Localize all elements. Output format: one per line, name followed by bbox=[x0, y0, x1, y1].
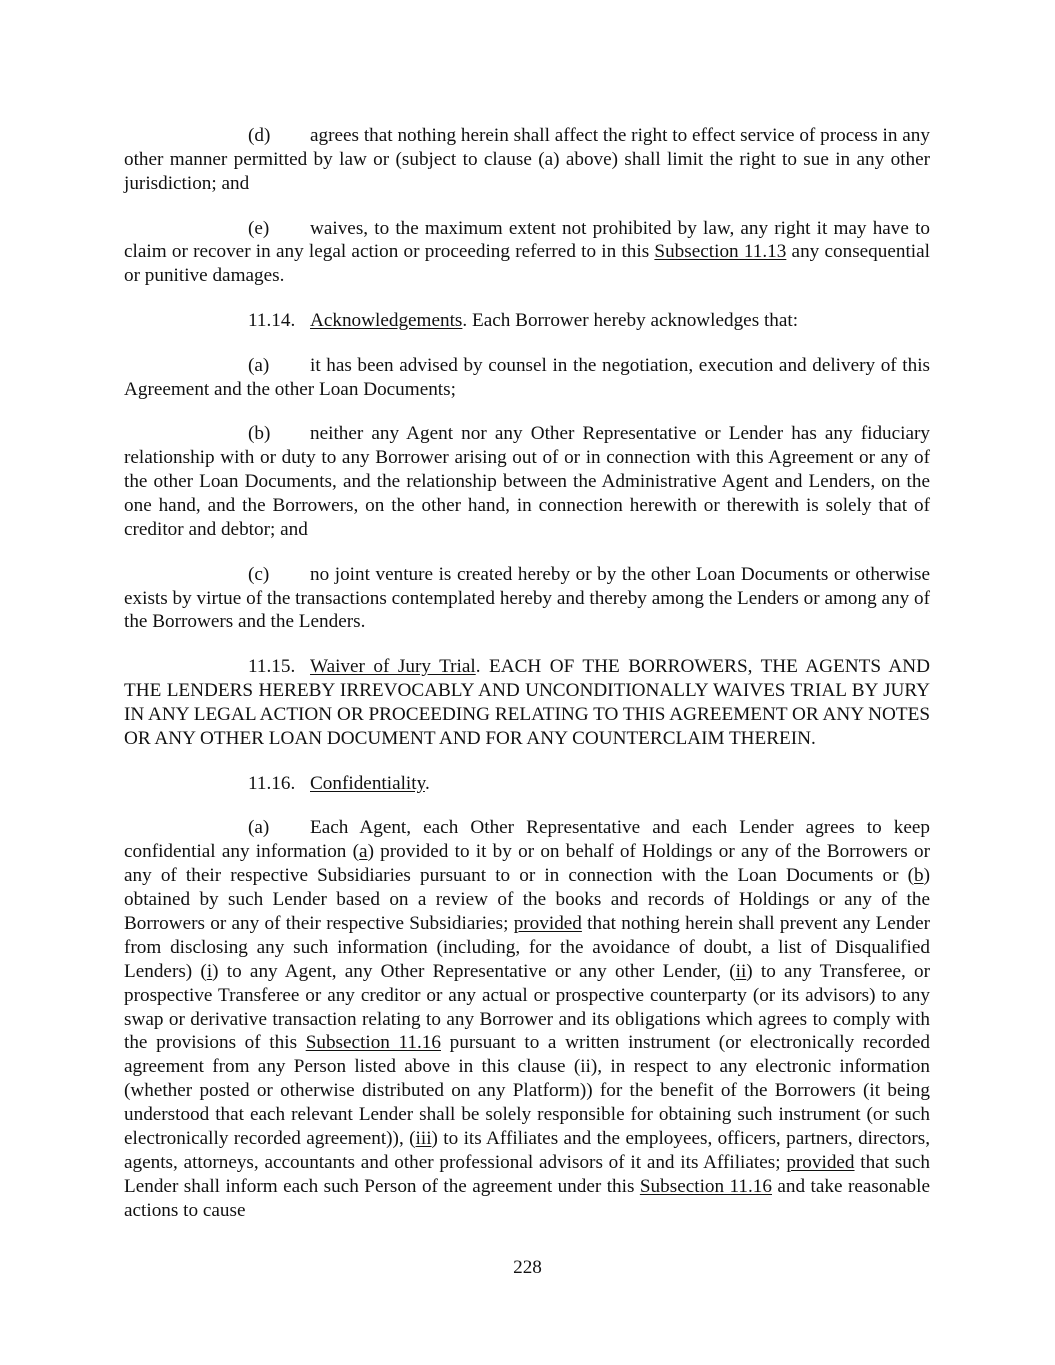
section-11-14-heading bbox=[124, 309, 930, 333]
clause-e-text-1: waives, to the maximum extent not prohibited by law, any right it may have to claim or recover in any legal action or proceeding referred to in this bbox=[124, 217, 930, 263]
provided-term-1: provided bbox=[513, 912, 582, 934]
section-11-16-clause-a-label: (a) bbox=[248, 817, 270, 839]
section-11-14-clause-a-label: (a) bbox=[248, 354, 270, 376]
confidentiality-text-6: ) to any Transferee, or prospective Transferee or any creditor or any actual or prospective counterparty (or its advisors) to any swap or derivative transaction relating to any Borrower and its obligations which agrees to comply with the provisions of this bbox=[124, 960, 930, 1054]
section-11-14-clause-b-text: neither any Agent nor any Other Representative or Lender has any fiduciary relationship with or duty to any Borrower arising out of or in connection with this Agreement or any of the other Loan Documents, and the relationship between the Administrative Agent and Lenders, on the one hand, and the Borrowers, on the other hand, in connection herewith or therewith is solely that of creditor and debtor; and bbox=[124, 423, 930, 540]
clause-e bbox=[124, 217, 930, 289]
clause-e-label: (e) bbox=[248, 217, 270, 239]
item-ii-marker: ii bbox=[735, 960, 747, 982]
section-11-15 bbox=[124, 655, 930, 751]
section-11-14-text: . Each Borrower hereby acknowledges that: bbox=[462, 310, 799, 332]
clause-e-text-2: any consequential or punitive damages. bbox=[124, 241, 930, 287]
section-11-16-heading bbox=[124, 772, 930, 796]
section-11-16-number: 11.16. bbox=[248, 772, 296, 794]
section-11-16-title: Confidentiality bbox=[310, 772, 425, 794]
section-11-14-clause-c-text: no joint venture is created hereby or by the other Loan Documents or otherwise exists by virtue of the transactions contemplated hereby and thereby among the Lenders or among any of the Borrowers and the Lenders. bbox=[124, 563, 930, 633]
section-11-14-clause-a bbox=[124, 354, 930, 402]
section-11-15-number: 11.15. bbox=[248, 656, 296, 678]
provided-term-2: provided bbox=[786, 1152, 855, 1173]
confidentiality-text-10: and take reasonable actions to cause bbox=[124, 1175, 930, 1221]
document-page bbox=[124, 124, 930, 1244]
confidentiality-text-5: ) to any Agent, any Other Representative or any other Lender, ( bbox=[212, 960, 736, 982]
item-iii-marker: iii bbox=[415, 1128, 432, 1150]
confidentiality-text-8: ) to its Affiliates and the employees, officers, partners, directors, agents, attorneys, accountants and other professional advisors of it and its Affiliates; bbox=[124, 1128, 930, 1173]
section-11-16-clause-a bbox=[124, 816, 930, 1222]
clause-d bbox=[124, 124, 930, 196]
confidentiality-text-1: Each Agent, each Other Representative and each Lender agrees to keep confidential any information ( bbox=[124, 817, 930, 863]
confidentiality-text-7: pursuant to a written instrument (or electronically recorded agreement from any Person listed above in this clause (ii), in respect to any electronic information (whether posted or otherwise distributed on any Platform)) for the benefit of the Borrowers (it being understood that each relevant Lender shall be solely responsible for obtaining such instrument (or such electronically recorded agreement)), ( bbox=[124, 1032, 930, 1150]
section-11-14-number: 11.14. bbox=[248, 310, 296, 332]
section-11-14-clause-c-label: (c) bbox=[248, 563, 270, 585]
section-11-15-title: Waiver of Jury Trial bbox=[310, 656, 476, 678]
section-11-14-title: Acknowledgements bbox=[310, 310, 463, 332]
clause-d-text: agrees that nothing herein shall affect the right to effect service of process in any other manner permitted by law or (subject to clause (a) above) shall limit the right to sue in any other jurisdiction; and bbox=[124, 125, 930, 194]
confidentiality-text-9: that such Lender shall inform each such Person of the agreement under this bbox=[124, 1152, 930, 1197]
section-11-16-text: . bbox=[424, 772, 430, 794]
page-number: 228 bbox=[513, 1257, 542, 1278]
section-11-14-clause-c bbox=[124, 563, 930, 635]
clause-d-label: (d) bbox=[248, 125, 271, 146]
item-b-marker: b bbox=[914, 865, 924, 887]
item-i-marker: i bbox=[206, 960, 213, 982]
subsection-11-13-link: Subsection 11.13 bbox=[654, 241, 787, 263]
item-a-marker: a bbox=[359, 841, 368, 863]
section-11-14-clause-a-text: it has been advised by counsel in the negotiation, execution and delivery of this Agreement and the other Loan Documents; bbox=[124, 354, 930, 400]
section-11-14-clause-b bbox=[124, 422, 930, 542]
confidentiality-text-3: ) obtained by such Lender based on a review of the books and records of Holdings or any of the Borrowers or any of their respective Subsidiaries; bbox=[124, 865, 930, 934]
confidentiality-text-4: that nothing herein shall prevent any Lender from disclosing any such information (including, for the avoidance of doubt, a list of Disqualified Lenders) ( bbox=[124, 912, 931, 982]
confidentiality-text-2: ) provided to it by or on behalf of Holdings or any of the Borrowers or any of their respective Subsidiaries pursuant to or in connection with the Loan Documents or ( bbox=[124, 841, 930, 887]
section-11-15-text: . EACH OF THE BORROWERS, THE AGENTS AND THE LENDERS HEREBY IRREVOCABLY AND UNCONDITIONALLY WAIVES TRIAL BY JURY IN ANY LEGAL ACTION OR PROCEEDING RELATING TO THIS AGREEMENT OR ANY NOTES OR ANY OTHER LOAN DOCUMENT AND FOR ANY COUNTERCLAIM THEREIN. bbox=[124, 656, 931, 749]
subsection-11-16-link-1: Subsection 11.16 bbox=[305, 1032, 441, 1054]
subsection-11-16-link-2: Subsection 11.16 bbox=[639, 1175, 772, 1197]
section-11-14-clause-b-label: (b) bbox=[248, 423, 271, 445]
